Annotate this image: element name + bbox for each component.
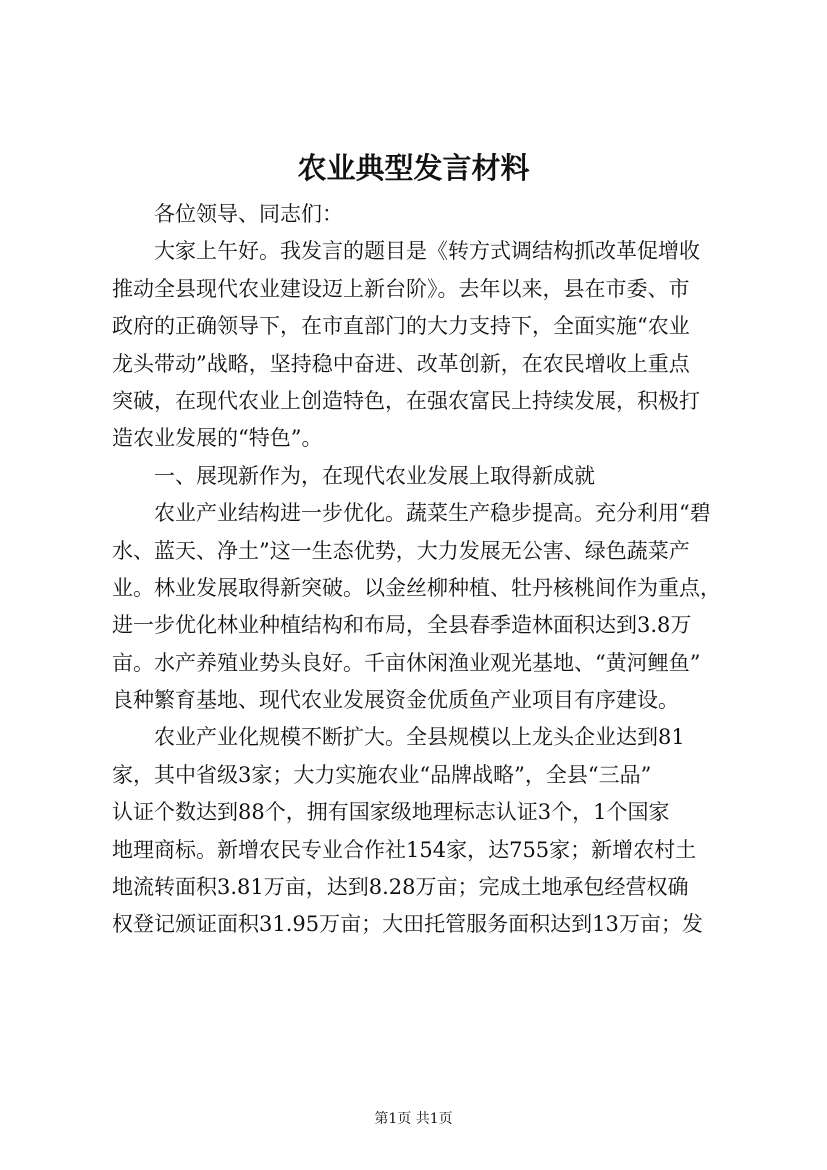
body-line: 造农业发展的“特色”。 [112,426,323,451]
body-line: 农业产业化规模不断扩大。全县规模以上龙头企业达到81 [112,725,685,750]
page-footer: 第1页 共1页 [374,1111,453,1127]
body-line: 突破，在现代农业上创造特色，在强农富民上持续发展，积极打 [112,388,700,413]
body-line: 权登记颁证面积31.95万亩；大田托管服务面积达到13万亩；发 [112,912,703,937]
body-line: 业。林业发展取得新突破。以金丝柳种植、牡丹核桃间作为重点， [112,575,721,600]
body-line: 大家上午好。我发言的题目是《转方式调结构抓改革促增收 [112,239,700,264]
body-line: 龙头带动”战略，坚持稳中奋进、改革创新，在农民增收上重点 [112,351,690,376]
document-title: 农业典型发言材料 [297,151,530,185]
section-heading: 一、展现新作为，在现代农业发展上取得新成就 [112,463,595,488]
body-line: 亩。水产养殖业势头良好。千亩休闲渔业观光基地、“黄河鲤鱼” [112,650,701,675]
body-line: 水、蓝天、净土”这一生态优势，大力发展无公害、绿色蔬菜产 [112,538,690,563]
body-line: 家，其中省级3家；大力实施农业“品牌战略”，全县“三品” [112,762,652,787]
body-line: 地流转面积3.81万亩，达到8.28万亩；完成土地承包经营权确 [112,875,689,900]
body-line: 良种繁育基地、现代农业发展资金优质鱼产业项目有序建设。 [112,688,679,713]
body-line: 进一步优化林业种植结构和布局，全县春季造林面积达到3.8万 [112,613,692,638]
body-line: 农业产业结构进一步优化。蔬菜生产稳步提高。充分利用“碧 [112,501,711,526]
body-line: 认证个数达到88个，拥有国家级地理标志认证3个，1个国家 [112,800,670,825]
body-line: 政府的正确领导下，在市直部门的大力支持下，全面实施“农业 [112,314,690,339]
body-line: 地理商标。新增农民专业合作社154家，达755家；新增农村土 [112,837,697,862]
body-line: 各位领导、同志们： [112,202,343,226]
body-line: 推动全县现代农业建设迈上新台阶》。去年以来，县在市委、市 [112,276,690,301]
document-body [112,196,726,944]
